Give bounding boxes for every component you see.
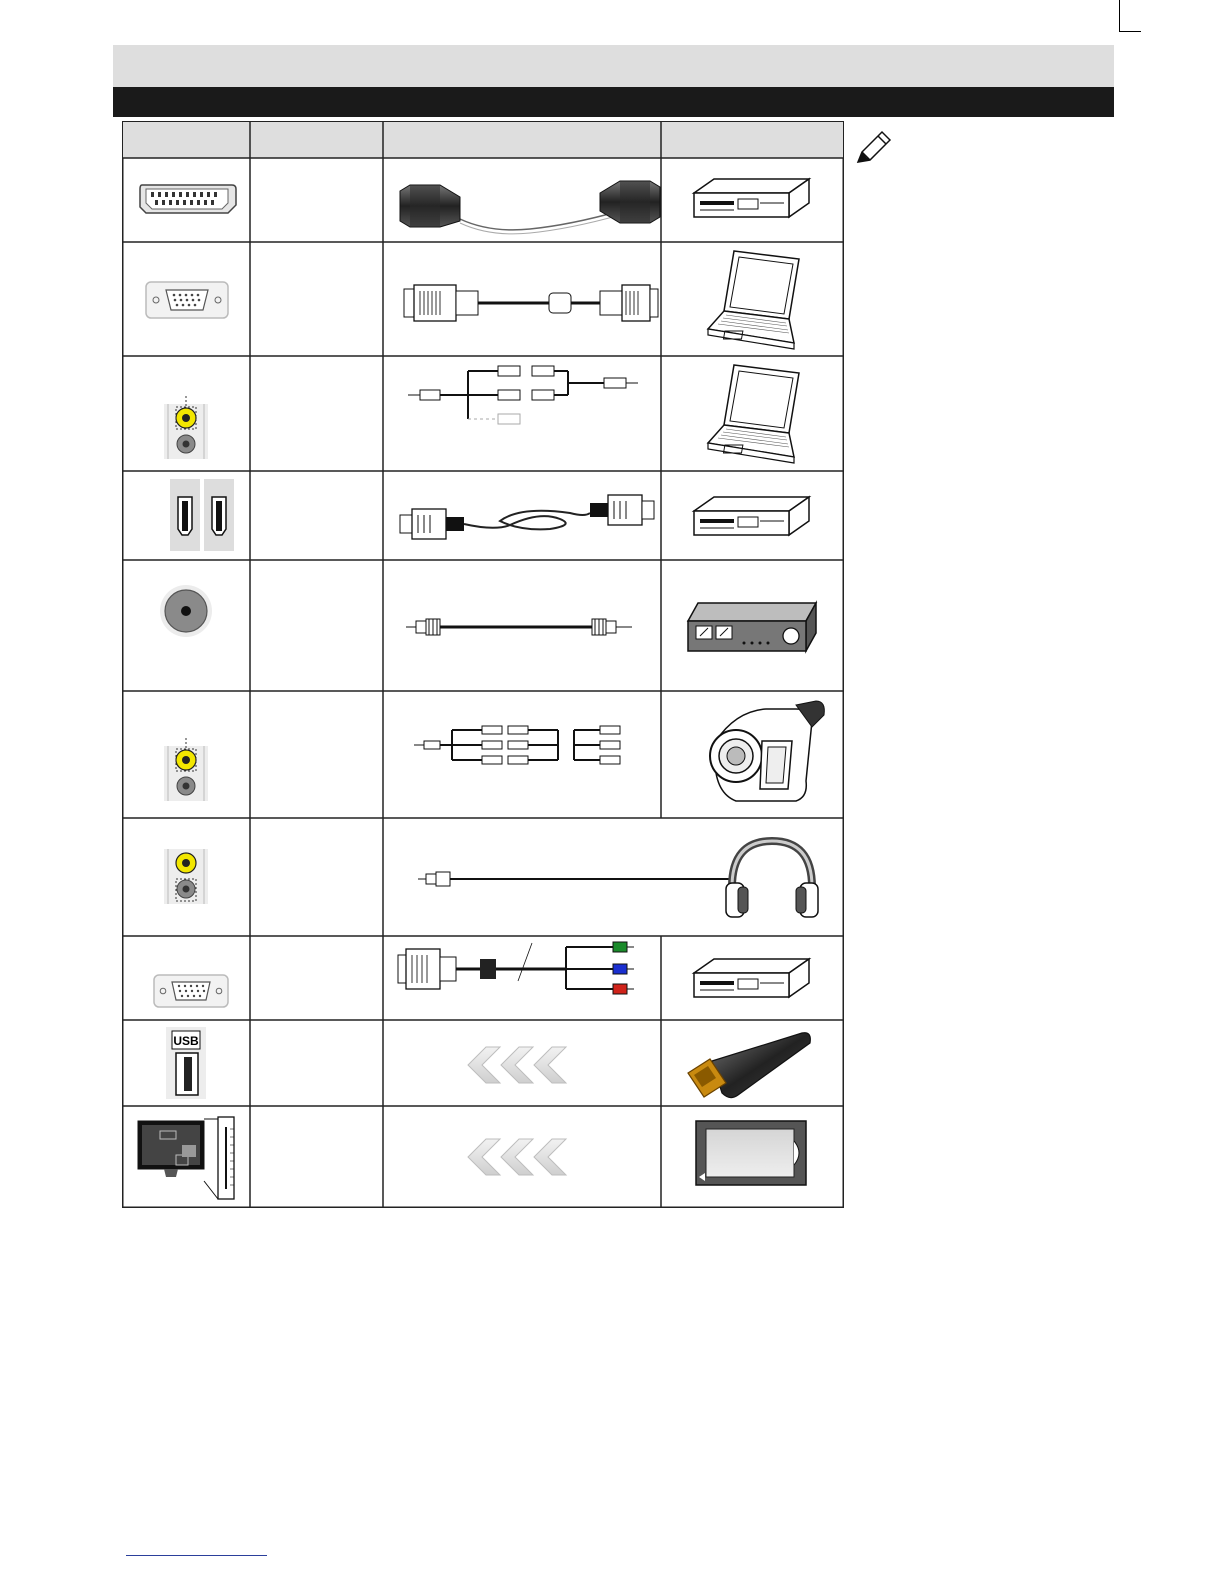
header-bar-light	[113, 45, 1114, 87]
laptop-icon	[708, 365, 799, 463]
headphone-jack-cable-icon	[418, 872, 730, 886]
dvd-player-icon	[694, 179, 809, 217]
camcorder-icon	[710, 701, 824, 801]
component-cable-icon	[398, 942, 634, 994]
av-triple-cable-icon	[414, 726, 620, 764]
usb-socket-icon	[166, 1027, 206, 1099]
pencil-icon	[854, 130, 894, 166]
coaxial-socket-icon	[160, 585, 212, 637]
hdmi-sockets-icon	[170, 479, 234, 551]
vga-socket-icon	[146, 282, 228, 318]
vga-socket-icon	[154, 975, 228, 1007]
av-audio-sockets-icon	[164, 738, 208, 801]
dvd-player-icon	[694, 497, 809, 535]
av-audio-sockets-icon	[164, 396, 208, 459]
scart-socket-icon	[140, 185, 236, 213]
header-bar-dark	[113, 87, 1114, 117]
av-audio-cable-icon	[408, 366, 638, 424]
amplifier-icon	[688, 603, 816, 651]
crop-mark-top	[1119, 0, 1120, 32]
connection-table-graphics	[122, 121, 844, 1208]
usb-label: USB	[173, 1034, 199, 1048]
ci-module-icon	[696, 1121, 806, 1185]
rca-cable-icon	[406, 619, 632, 635]
headphones-icon	[726, 841, 818, 917]
crop-mark-top-tick	[1119, 31, 1141, 32]
insert-arrows-icon	[468, 1139, 566, 1175]
vga-cable-icon	[404, 285, 658, 321]
usb-stick-icon	[688, 1033, 810, 1098]
table-header-row	[123, 122, 843, 158]
hdmi-cable-icon	[400, 495, 654, 539]
footer-link-underline	[126, 1555, 267, 1556]
insert-arrows-icon	[468, 1047, 566, 1083]
laptop-icon	[708, 251, 799, 349]
connection-table	[122, 121, 844, 1208]
headphone-sockets-icon	[164, 849, 208, 904]
dvd-player-icon	[694, 959, 809, 997]
scart-cable-icon	[400, 181, 660, 234]
tv-ci-slot-icon	[138, 1117, 234, 1199]
